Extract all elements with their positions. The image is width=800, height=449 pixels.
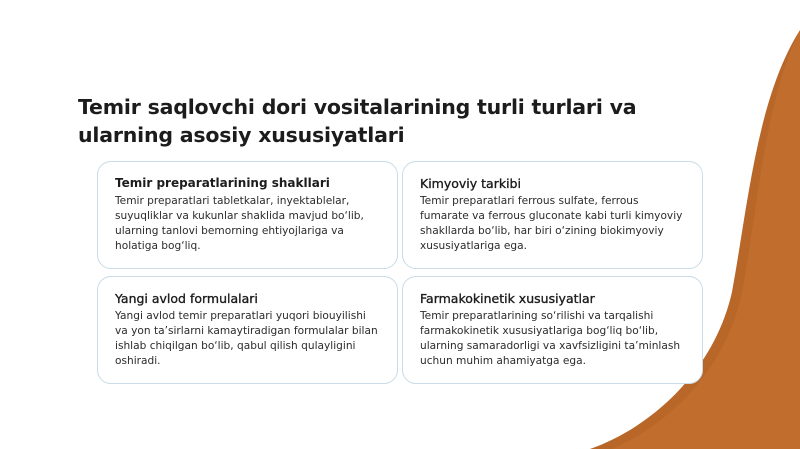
card-iron-forms bbox=[97, 161, 398, 269]
card-heading: Kimyoviy tarkibi bbox=[420, 176, 521, 191]
slide-title: Temir saqlovchi dori vositalarining turli turlari va ularning asosiy xususiyatlari bbox=[78, 95, 637, 147]
card-text: Temir preparatlari ferrous sulfate, ferrous fumarate va ferrous gluconate kabi turli kimyoviy shakllarda bo‘lib, har biri o‘zining biokimyoviy xususiyatlariga ega. bbox=[420, 195, 683, 252]
card-text: Temir preparatlari tabletkalar, inyektablelar, suyuqliklar va kukunlar shaklida mavjud bo‘lib, ularning tanlovi bemorning ehtiyojlariga va holatiga bog‘liq. bbox=[115, 195, 364, 252]
card-heading: Yangi avlod formulalari bbox=[115, 291, 258, 306]
card-new-generation-formulas bbox=[97, 276, 398, 384]
card-text: Temir preparatlarining so‘rilishi va tarqalishi farmakokinetik xususiyatlariga bog‘liq bo‘lib, ularning samaradorligi va xavfsizligini ta’minlash uchun muhim ahamiyatga ega. bbox=[420, 310, 681, 367]
card-heading: Temir preparatlarining shakllari bbox=[115, 176, 330, 190]
card-pharmacokinetics bbox=[402, 276, 703, 384]
card-heading: Farmakokinetik xususiyatlar bbox=[420, 291, 595, 306]
card-chemical-composition bbox=[402, 161, 703, 269]
card-text: Yangi avlod temir preparatlari yuqori biouyilishi va yon ta’sirlarni kamaytiradigan formulalar bilan ishlab chiqilgan bo‘lib, qabul qilish qulayligini oshiradi. bbox=[115, 310, 378, 367]
